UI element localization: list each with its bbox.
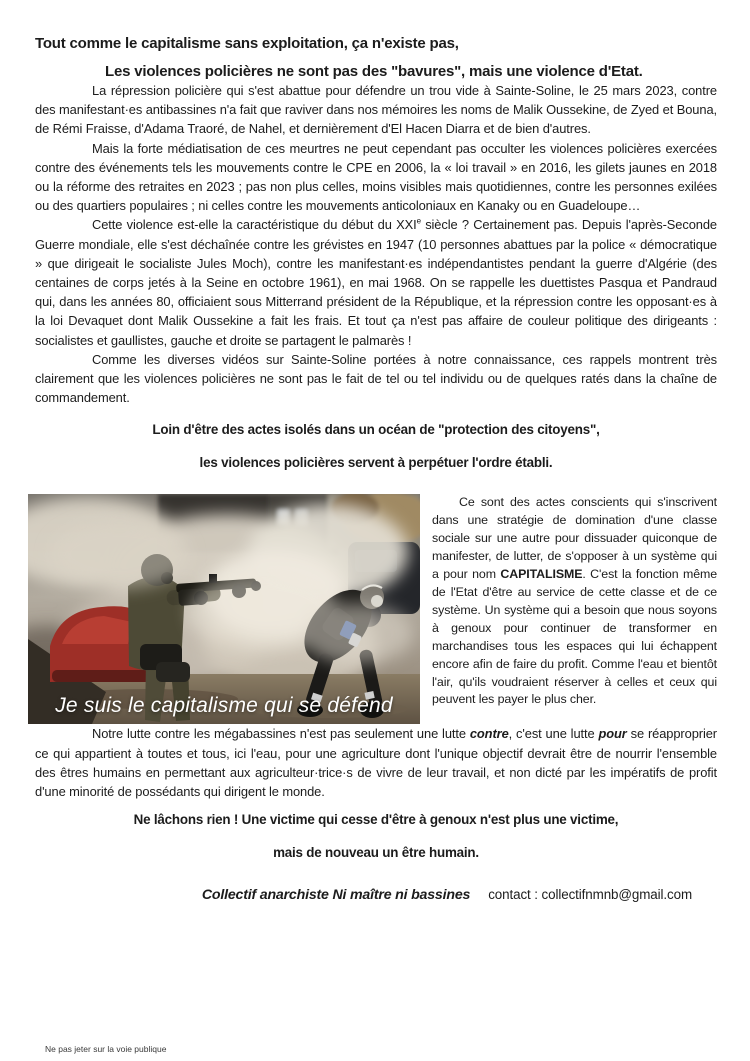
body-paragraph-lutte: Notre lutte contre les mégabassines n'est pas seulement une lutte contre, c'est une lutte pour se réapproprier ce qui appartient à toutes et tous, ici l'eau, pour une agriculture dont l'unique objectif devrait être de nourrir l'ensemble des êtres humains en permettant aux agriculteur·trice·s de vivre de leur travail, et non dicté par les impératifs de profit d'une minorité de possédants qui dirigent le monde. [35, 726, 717, 800]
collective-name: Collectif anarchiste Ni maître ni bassines [201, 887, 471, 904]
contact-email-text: contact : collectifnmnb@gmail.com [488, 887, 692, 903]
body-paragraph-mediatisation: Mais la forte médiatisation de ces meurtres ne peut cependant pas occulter les violences policières exercées contre des événements tels les mouvements contre le CPE en 2006, la « loi travail » en 2016, les gilets jaunes en 2018 ou la réforme des retraites en 2023 ; pas non plus celles, moins visibles mais quotidiennes, contre les personnes exilées ou des quartiers populaires ; ni celles contre les mouvements anticoloniaux en Kanaky ou en Guadeloupe… [35, 140, 717, 214]
side-paragraph-capitalisme: Ce sont des actes conscients qui s'inscrivent dans une stratégie de domination d'une classe sociale sur une autre pour dissuader quiconque de manifester, de lutter, de s'opposer à un système qui a pour nom CAPITALISME. C'est la fonction même de l'Etat d'être au service de cette classe et de ce système. Un système qui a besoin que nous soyons à genoux pour continuer de transformer en marchandises tous les espaces qui lui échappent encore afin de faire du profit. Comme l'eau et bientôt l'air, qu'ils voudraient réserver à celles et ceux qui peuvent les payer le plus cher. [432, 495, 717, 707]
photo-caption: Je suis le capitalisme qui se défend [55, 694, 393, 718]
body-paragraph-repression: La répression policière qui s'est abattue pour défendre un trou vide à Sainte-Soline, le 25 mars 2023, contre des manifestant·es antibassines n'a fait que raviver dans nos mémoires les noms de Malik Oussekine, de Zyed et Bouna, de Rémi Fraisse, d'Adama Traoré, de Nahel, et dernièrement d'El Hacen Diarra et de bien d'autres. [35, 83, 717, 137]
title-line-1: Tout comme le capitalisme sans exploitation, ça n'existe pas, [35, 35, 459, 52]
body-paragraph-histoire: Cette violence est-elle la caractéristique du début du XXIe siècle ? Certainement pas. Depuis l'après-Seconde Guerre mondiale, elle s'est déchaînée contre les grévistes en 1947 (10 personnes abattues par la police « démocratique » que dirigeait le socialiste Jules Moch), contre les manifestant·es indépendantistes pendant la guerre d'Algérie (des centaines de corps jetés à la Seine en octobre 1961), en mai 1968. On se rappelle les duettistes Pasqua et Pandraud qui, dans les années 80, officiaient sous Mitterrand président de la République, et la répression contre les opposant·es à la loi Devaquet dont Malik Oussekine a fait les frais. Et tout ça n'est pas affaire de couleur politique des dirigeants : socialistes et gaullistes, gauche et droite se partagent le palmarès ! [35, 217, 717, 348]
callout-block-1 [35, 421, 717, 472]
callout1-line2: les violences policières servent à perpétuer l'ordre établi. [199, 455, 553, 471]
protest-photo [28, 494, 420, 724]
footer-note: Ne pas jeter sur la voie publique [45, 1044, 167, 1054]
callout2-line1: Ne lâchons rien ! Une victime qui cesse d'être à genoux n'est plus une victime, [133, 812, 619, 828]
callout-block-2 [35, 811, 717, 862]
protest-photo-scene [28, 494, 420, 724]
body-paragraph-videos: Comme les diverses vidéos sur Sainte-Soline portées à notre connaissance, ces rappels montrent très clairement que les violences policières ne sont pas le fait de tel ou tel individu ou de quelques ratés dans la chaîne de commandement. [35, 351, 717, 406]
photo-and-text-row [35, 494, 717, 724]
signature-row [35, 886, 717, 904]
title-line-2: Les violences policières ne sont pas des "bavures", mais une violence d'Etat. [105, 63, 643, 80]
callout1-line1: Loin d'être des actes isolés dans un océan de "protection des citoyens", [152, 422, 600, 438]
callout2-line2: mais de nouveau un être humain. [273, 845, 479, 861]
